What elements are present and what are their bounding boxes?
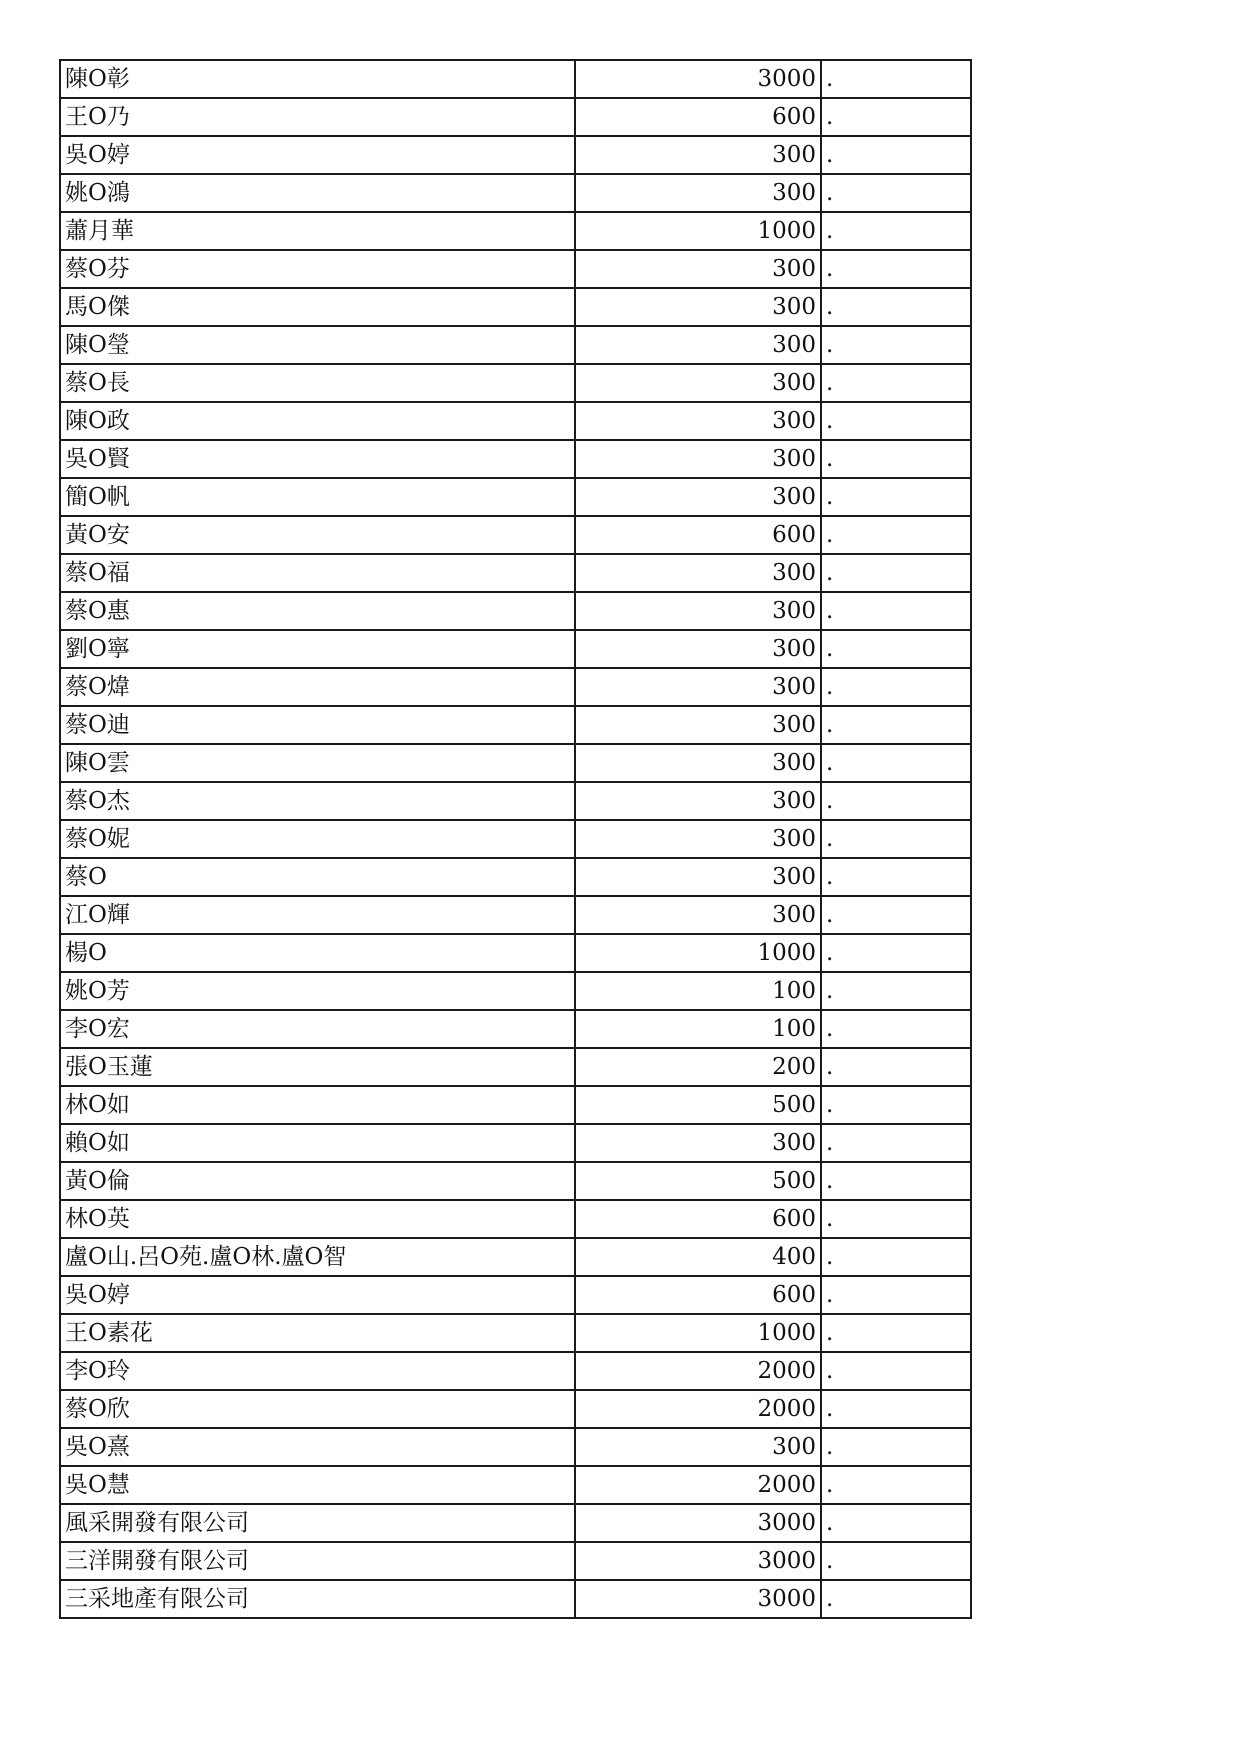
donation-amount-cell: 2000 bbox=[575, 1390, 821, 1428]
note-cell: . bbox=[821, 1428, 971, 1466]
note-cell: . bbox=[821, 744, 971, 782]
donor-name-cell: 蔡O福 bbox=[60, 554, 575, 592]
note-cell: . bbox=[821, 782, 971, 820]
donor-name-cell: 吳O婷 bbox=[60, 1276, 575, 1314]
note-cell: . bbox=[821, 1580, 971, 1618]
donor-name-cell: 姚O芳 bbox=[60, 972, 575, 1010]
donor-name-cell: 三洋開發有限公司 bbox=[60, 1542, 575, 1580]
table-row bbox=[60, 744, 971, 782]
donation-amount-cell: 300 bbox=[575, 896, 821, 934]
donation-amount-cell: 3000 bbox=[575, 1542, 821, 1580]
table-row bbox=[60, 1200, 971, 1238]
donor-name-cell: 盧O山.呂O苑.盧O林.盧O智 bbox=[60, 1238, 575, 1276]
donation-amount-cell: 300 bbox=[575, 820, 821, 858]
table-row bbox=[60, 554, 971, 592]
note-cell: . bbox=[821, 364, 971, 402]
note-cell: . bbox=[821, 1124, 971, 1162]
donor-name-cell: 黃O安 bbox=[60, 516, 575, 554]
table-row bbox=[60, 1048, 971, 1086]
note-cell: . bbox=[821, 1276, 971, 1314]
donation-amount-cell: 1000 bbox=[575, 212, 821, 250]
note-cell: . bbox=[821, 1466, 971, 1504]
note-cell: . bbox=[821, 934, 971, 972]
table-row bbox=[60, 1504, 971, 1542]
donation-amount-cell: 300 bbox=[575, 250, 821, 288]
donor-name-cell: 賴O如 bbox=[60, 1124, 575, 1162]
table-row bbox=[60, 402, 971, 440]
donor-name-cell: 蕭月華 bbox=[60, 212, 575, 250]
donation-amount-cell: 3000 bbox=[575, 1580, 821, 1618]
donation-amount-cell: 300 bbox=[575, 592, 821, 630]
donor-name-cell: 馬O傑 bbox=[60, 288, 575, 326]
donor-name-cell: 林O英 bbox=[60, 1200, 575, 1238]
table-row bbox=[60, 1466, 971, 1504]
donation-amount-cell: 100 bbox=[575, 972, 821, 1010]
donation-amount-cell: 1000 bbox=[575, 1314, 821, 1352]
note-cell: . bbox=[821, 250, 971, 288]
donation-amount-cell: 300 bbox=[575, 402, 821, 440]
donor-name-cell: 劉O寧 bbox=[60, 630, 575, 668]
donation-amount-cell: 300 bbox=[575, 364, 821, 402]
donation-amount-cell: 3000 bbox=[575, 60, 821, 98]
donor-name-cell: 吳O賢 bbox=[60, 440, 575, 478]
donor-name-cell: 王O乃 bbox=[60, 98, 575, 136]
table-row bbox=[60, 934, 971, 972]
donation-amount-cell: 300 bbox=[575, 440, 821, 478]
note-cell: . bbox=[821, 516, 971, 554]
donor-name-cell: 三采地產有限公司 bbox=[60, 1580, 575, 1618]
table-row bbox=[60, 60, 971, 98]
donation-amount-cell: 300 bbox=[575, 136, 821, 174]
table-row bbox=[60, 288, 971, 326]
donor-name-cell: 陳O雲 bbox=[60, 744, 575, 782]
note-cell: . bbox=[821, 668, 971, 706]
donor-name-cell: 李O玲 bbox=[60, 1352, 575, 1390]
table-row bbox=[60, 174, 971, 212]
donation-amount-cell: 600 bbox=[575, 1200, 821, 1238]
table-row bbox=[60, 782, 971, 820]
donor-name-cell: 江O輝 bbox=[60, 896, 575, 934]
donor-name-cell: 蔡O bbox=[60, 858, 575, 896]
table-row bbox=[60, 972, 971, 1010]
donation-amount-cell: 300 bbox=[575, 858, 821, 896]
donor-name-cell: 蔡O杰 bbox=[60, 782, 575, 820]
table-row bbox=[60, 1428, 971, 1466]
note-cell: . bbox=[821, 592, 971, 630]
donor-name-cell: 吳O慧 bbox=[60, 1466, 575, 1504]
table-row bbox=[60, 1276, 971, 1314]
table-row bbox=[60, 1086, 971, 1124]
table-row bbox=[60, 440, 971, 478]
donation-amount-cell: 300 bbox=[575, 478, 821, 516]
donation-amount-cell: 300 bbox=[575, 782, 821, 820]
donor-name-cell: 蔡O欣 bbox=[60, 1390, 575, 1428]
table-row bbox=[60, 706, 971, 744]
donor-name-cell: 蔡O長 bbox=[60, 364, 575, 402]
note-cell: . bbox=[821, 1086, 971, 1124]
table-row bbox=[60, 1390, 971, 1428]
donation-amount-cell: 200 bbox=[575, 1048, 821, 1086]
donation-amount-cell: 300 bbox=[575, 1428, 821, 1466]
table-row bbox=[60, 1010, 971, 1048]
donation-amount-cell: 1000 bbox=[575, 934, 821, 972]
donation-amount-cell: 300 bbox=[575, 668, 821, 706]
note-cell: . bbox=[821, 1314, 971, 1352]
donation-amount-cell: 500 bbox=[575, 1162, 821, 1200]
table-row bbox=[60, 1314, 971, 1352]
donor-name-cell: 楊O bbox=[60, 934, 575, 972]
note-cell: . bbox=[821, 136, 971, 174]
donation-amount-cell: 600 bbox=[575, 1276, 821, 1314]
donor-name-cell: 蔡O煒 bbox=[60, 668, 575, 706]
donation-amount-cell: 2000 bbox=[575, 1466, 821, 1504]
note-cell: . bbox=[821, 1542, 971, 1580]
donation-amount-cell: 100 bbox=[575, 1010, 821, 1048]
note-cell: . bbox=[821, 60, 971, 98]
donor-name-cell: 蔡O惠 bbox=[60, 592, 575, 630]
donation-amount-cell: 300 bbox=[575, 706, 821, 744]
donor-name-cell: 林O如 bbox=[60, 1086, 575, 1124]
note-cell: . bbox=[821, 288, 971, 326]
note-cell: . bbox=[821, 554, 971, 592]
table-row bbox=[60, 668, 971, 706]
table-row bbox=[60, 516, 971, 554]
table-row bbox=[60, 478, 971, 516]
donation-amount-cell: 600 bbox=[575, 98, 821, 136]
donor-name-cell: 姚O鴻 bbox=[60, 174, 575, 212]
note-cell: . bbox=[821, 1162, 971, 1200]
table-row bbox=[60, 1162, 971, 1200]
note-cell: . bbox=[821, 326, 971, 364]
donation-amount-cell: 500 bbox=[575, 1086, 821, 1124]
note-cell: . bbox=[821, 1048, 971, 1086]
donor-name-cell: 陳O瑩 bbox=[60, 326, 575, 364]
table-row bbox=[60, 326, 971, 364]
note-cell: . bbox=[821, 1200, 971, 1238]
donor-name-cell: 蔡O妮 bbox=[60, 820, 575, 858]
table-row bbox=[60, 1124, 971, 1162]
donor-name-cell: 蔡O迪 bbox=[60, 706, 575, 744]
donor-name-cell: 陳O政 bbox=[60, 402, 575, 440]
donation-amount-cell: 300 bbox=[575, 1124, 821, 1162]
donation-amount-cell: 600 bbox=[575, 516, 821, 554]
note-cell: . bbox=[821, 630, 971, 668]
note-cell: . bbox=[821, 1238, 971, 1276]
donation-table-body bbox=[60, 60, 971, 1618]
note-cell: . bbox=[821, 1352, 971, 1390]
note-cell: . bbox=[821, 1010, 971, 1048]
note-cell: . bbox=[821, 896, 971, 934]
note-cell: . bbox=[821, 402, 971, 440]
donation-amount-cell: 300 bbox=[575, 744, 821, 782]
donation-amount-cell: 300 bbox=[575, 326, 821, 364]
donor-name-cell: 王O素花 bbox=[60, 1314, 575, 1352]
donor-name-cell: 陳O彰 bbox=[60, 60, 575, 98]
donor-name-cell: 李O宏 bbox=[60, 1010, 575, 1048]
table-row bbox=[60, 630, 971, 668]
donation-amount-cell: 300 bbox=[575, 554, 821, 592]
note-cell: . bbox=[821, 212, 971, 250]
note-cell: . bbox=[821, 1390, 971, 1428]
table-row bbox=[60, 1542, 971, 1580]
table-row bbox=[60, 212, 971, 250]
donation-amount-cell: 400 bbox=[575, 1238, 821, 1276]
donation-amount-cell: 300 bbox=[575, 630, 821, 668]
table-row bbox=[60, 98, 971, 136]
donation-amount-cell: 300 bbox=[575, 288, 821, 326]
note-cell: . bbox=[821, 820, 971, 858]
table-row bbox=[60, 1238, 971, 1276]
donor-name-cell: 簡O帆 bbox=[60, 478, 575, 516]
table-row bbox=[60, 250, 971, 288]
note-cell: . bbox=[821, 972, 971, 1010]
donor-name-cell: 吳O熹 bbox=[60, 1428, 575, 1466]
donor-name-cell: 蔡O芬 bbox=[60, 250, 575, 288]
donor-name-cell: 風采開發有限公司 bbox=[60, 1504, 575, 1542]
table-row bbox=[60, 1352, 971, 1390]
note-cell: . bbox=[821, 706, 971, 744]
donor-name-cell: 吳O婷 bbox=[60, 136, 575, 174]
table-row bbox=[60, 858, 971, 896]
table-row bbox=[60, 820, 971, 858]
note-cell: . bbox=[821, 478, 971, 516]
note-cell: . bbox=[821, 98, 971, 136]
donor-name-cell: 張O玉蓮 bbox=[60, 1048, 575, 1086]
note-cell: . bbox=[821, 858, 971, 896]
table-row bbox=[60, 364, 971, 402]
donation-amount-cell: 2000 bbox=[575, 1352, 821, 1390]
note-cell: . bbox=[821, 174, 971, 212]
table-row bbox=[60, 136, 971, 174]
donor-name-cell: 黃O倫 bbox=[60, 1162, 575, 1200]
note-cell: . bbox=[821, 1504, 971, 1542]
donation-table bbox=[59, 59, 972, 1619]
note-cell: . bbox=[821, 440, 971, 478]
table-row bbox=[60, 1580, 971, 1618]
table-row bbox=[60, 896, 971, 934]
table-row bbox=[60, 592, 971, 630]
donation-amount-cell: 300 bbox=[575, 174, 821, 212]
donation-amount-cell: 3000 bbox=[575, 1504, 821, 1542]
